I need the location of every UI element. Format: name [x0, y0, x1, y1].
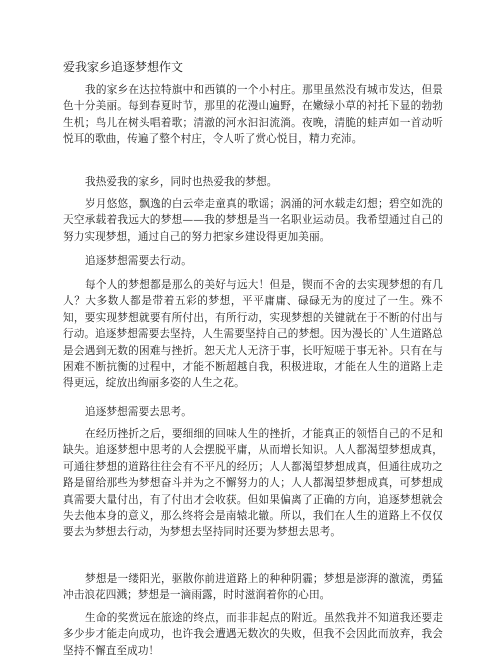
paragraph-dream-sunlight: 梦想是一缕阳光，驱散你前进道路上的种种阴霾；梦想是澎湃的激流，勇猛冲击浪花四溅；梦想是一滴雨露，时时滋润着你的心田。 [63, 573, 443, 602]
paragraph-dream: 岁月悠悠，飘逸的白云牵走童真的歌谣；涡涌的河水载走幻想；碧空如洗的天空承载着我远大的梦想——我的梦想是当一名职业运动员。我希望通过自己的努力实现梦想，通过自己的努力把家乡建设得更加美丽。 [63, 198, 443, 243]
paragraph-action: 每个人的梦想都是那么的美好与远大！但是，锲而不舍的去实现梦想的有几人？大多数人都是带着五彩的梦想，平平庸庸、碌碌无为的度过了一生。殊不知，要实现梦想就要有所付出，有所行动，实现梦想的关键就在于不断的付出与行动。追逐梦想需要去坚持，人生需要坚持自己的梦想。因为漫长的`人生道路总是会遇到无数的困难与挫折。恕天尤人无济于事，长吁短嗟于事无补。只有在与困难不断抗衡的过程中，才能不断超越自我，积极进取，才能在人生的道路上走得更远，绽放出绚丽多姿的人生之花。 [63, 279, 443, 390]
paragraph-heading-action: 追逐梦想需要去行动。 [85, 255, 192, 267]
paragraph-heading-think: 追逐梦想需要去思考。 [85, 406, 192, 418]
paragraph-think: 在经历挫折之后，要细细的回味人生的挫折，才能真正的领悟自己的不足和缺失。追逐梦想中思考的人会摆脱平庸，从而增长知识。人人都渴望梦想成真，可通往梦想的道路往往会有不平凡的经历；人人都渴望梦想成真，但通往成功之路是留给那些为梦想奋斗并为之不懈努力的人；人人都渴望梦想成真，可梦想成真需要大量付出，有了付出才会收获。但如果偏离了正确的方向，追逐梦想就会失去他本身的意义，那么终将会是南辕北辙。所以，我们在人生的道路上不仅仅要去为梦想去行动，为梦想去坚持同时还要为梦想去思考。 [63, 428, 443, 539]
paragraph-hometown: 我的家乡在达拉特旗中和西镇的一个小村庄。那里虽然没有城市发达，但景色十分美丽。每到春夏时节，那里的花漫山遍野，在嫩绿小草的衬托下显的勃勃生机；鸟儿在树头唱着歌；清澈的河水汩汩流淌。夜晚，清脆的蛙声如一首动听悦耳的歌曲，传遍了整个村庄，令人听了赏心悦目，精力充沛。 [63, 84, 443, 146]
paragraph-love-hometown: 我热爱我的家乡，同时也热爱我的梦想。 [85, 176, 278, 188]
document-title: 爱我家乡追逐梦想作文 [63, 60, 184, 74]
paragraph-conclusion: 生命的奖赏远在旅途的终点，而非非起点的附近。虽然我并不知道我还要走多少步才能走向成功，也许我会遭遇无数次的失败，但我不会因此而放弃，我会坚持不懈直至成功！ [63, 612, 443, 657]
